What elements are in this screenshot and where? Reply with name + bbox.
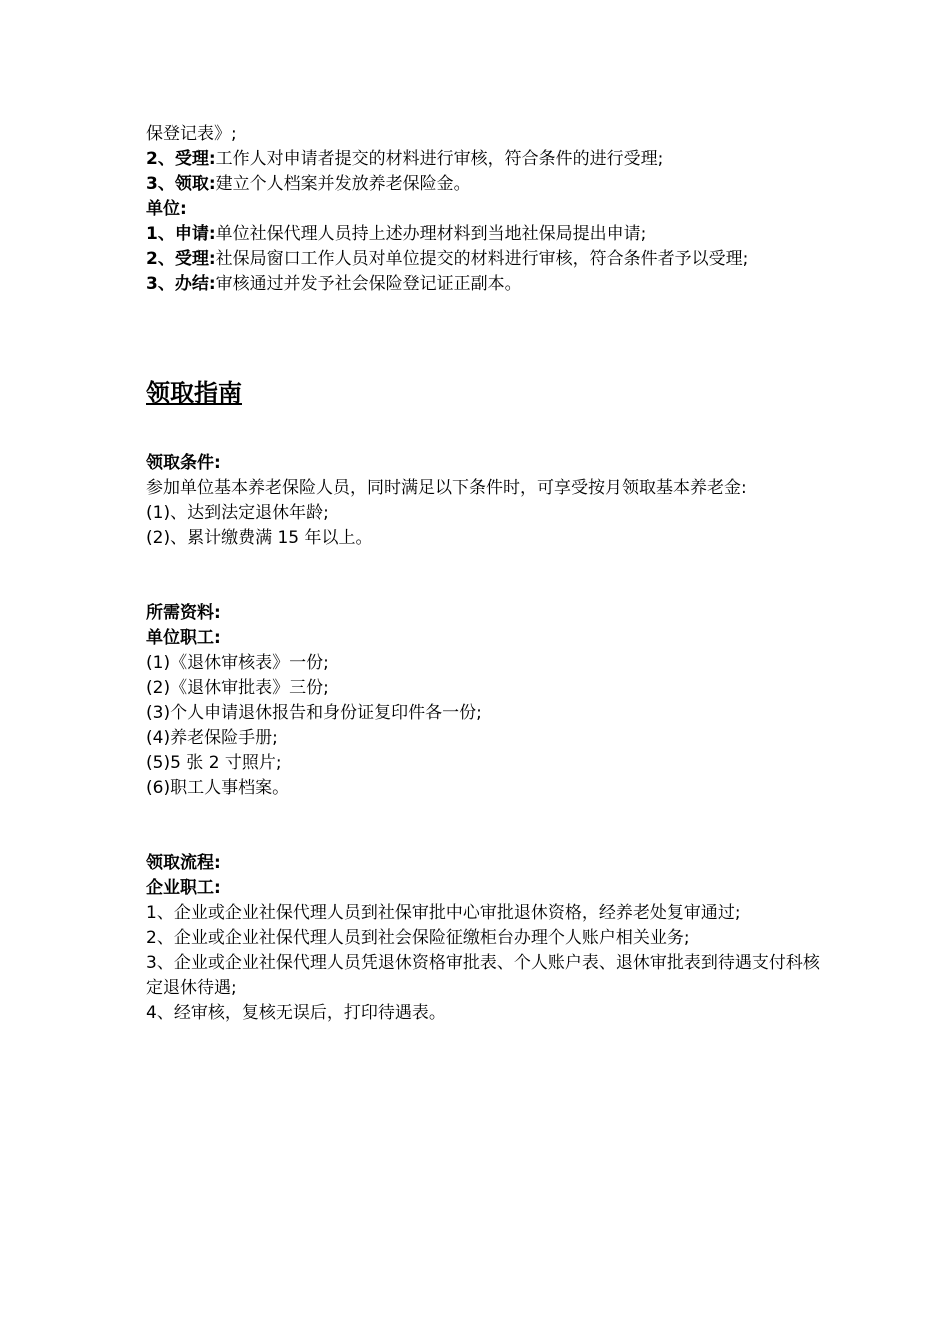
step-text: 建立个人档案并发放养老保险金。 — [215, 174, 471, 194]
step-label: 受理: — [174, 249, 216, 269]
step-text: 社保局窗口工作人员对单位提交的材料进行审核，符合条件者予以受理; — [215, 249, 749, 269]
process-heading: 领取流程: — [146, 853, 221, 873]
process-item: 4、经审核，复核无误后，打印待遇表。 — [146, 1003, 446, 1023]
step-label: 领取: — [174, 174, 216, 194]
step-number: 2、 — [146, 149, 175, 169]
unit-heading: 单位: — [146, 199, 187, 219]
step-number: 2、 — [146, 249, 175, 269]
conditions-intro: 参加单位基本养老保险人员，同时满足以下条件时，可享受按月领取基本养老金: — [146, 478, 747, 498]
step-label: 申请: — [174, 224, 216, 244]
step-collect — [146, 172, 826, 197]
step-number: 3、 — [146, 174, 175, 194]
material-item: (4)养老保险手册; — [146, 728, 278, 748]
process-item: 1、企业或企业社保代理人员到社保审批中心审批退休资格，经养老处复审通过; — [146, 903, 741, 923]
step-number: 1、 — [146, 224, 175, 244]
material-item: (2)《退休审批表》三份; — [146, 678, 329, 698]
step-text: 工作人对申请者提交的材料进行审核，符合条件的进行受理; — [215, 149, 664, 169]
process-subheading: 企业职工: — [146, 878, 221, 898]
step-label: 办结: — [174, 274, 216, 294]
material-item: (3)个人申请退休报告和身份证复印件各一份; — [146, 703, 482, 723]
step-accept — [146, 147, 826, 172]
step-text: 审核通过并发予社会保险登记证正副本。 — [215, 274, 522, 294]
step-text: 单位社保代理人员持上述办理材料到当地社保局提出申请; — [215, 224, 647, 244]
material-item: (6)职工人事档案。 — [146, 778, 290, 798]
condition-item: (1)、达到法定退休年龄; — [146, 503, 329, 523]
step-label: 受理: — [174, 149, 216, 169]
step-number: 3、 — [146, 274, 175, 294]
unit-step-apply — [146, 222, 826, 247]
conditions-heading: 领取条件: — [146, 453, 221, 473]
unit-step-complete — [146, 272, 826, 297]
materials-heading: 所需资料: — [146, 603, 221, 623]
condition-item: (2)、累计缴费满 15 年以上。 — [146, 528, 373, 548]
document-page — [146, 122, 826, 1026]
continued-line: 保登记表》; — [146, 124, 237, 144]
process-item: 2、企业或企业社保代理人员到社会保险征缴柜台办理个人账户相关业务; — [146, 928, 690, 948]
materials-subheading: 单位职工: — [146, 628, 221, 648]
material-item: (1)《退休审核表》一份; — [146, 653, 329, 673]
section-title: 领取指南 — [146, 379, 242, 407]
unit-step-accept — [146, 247, 826, 272]
material-item: (5)5 张 2 寸照片; — [146, 753, 282, 773]
process-item: 3、企业或企业社保代理人员凭退休资格审批表、个人账户表、退休审批表到待遇支付科核定退休待遇; — [146, 953, 820, 998]
